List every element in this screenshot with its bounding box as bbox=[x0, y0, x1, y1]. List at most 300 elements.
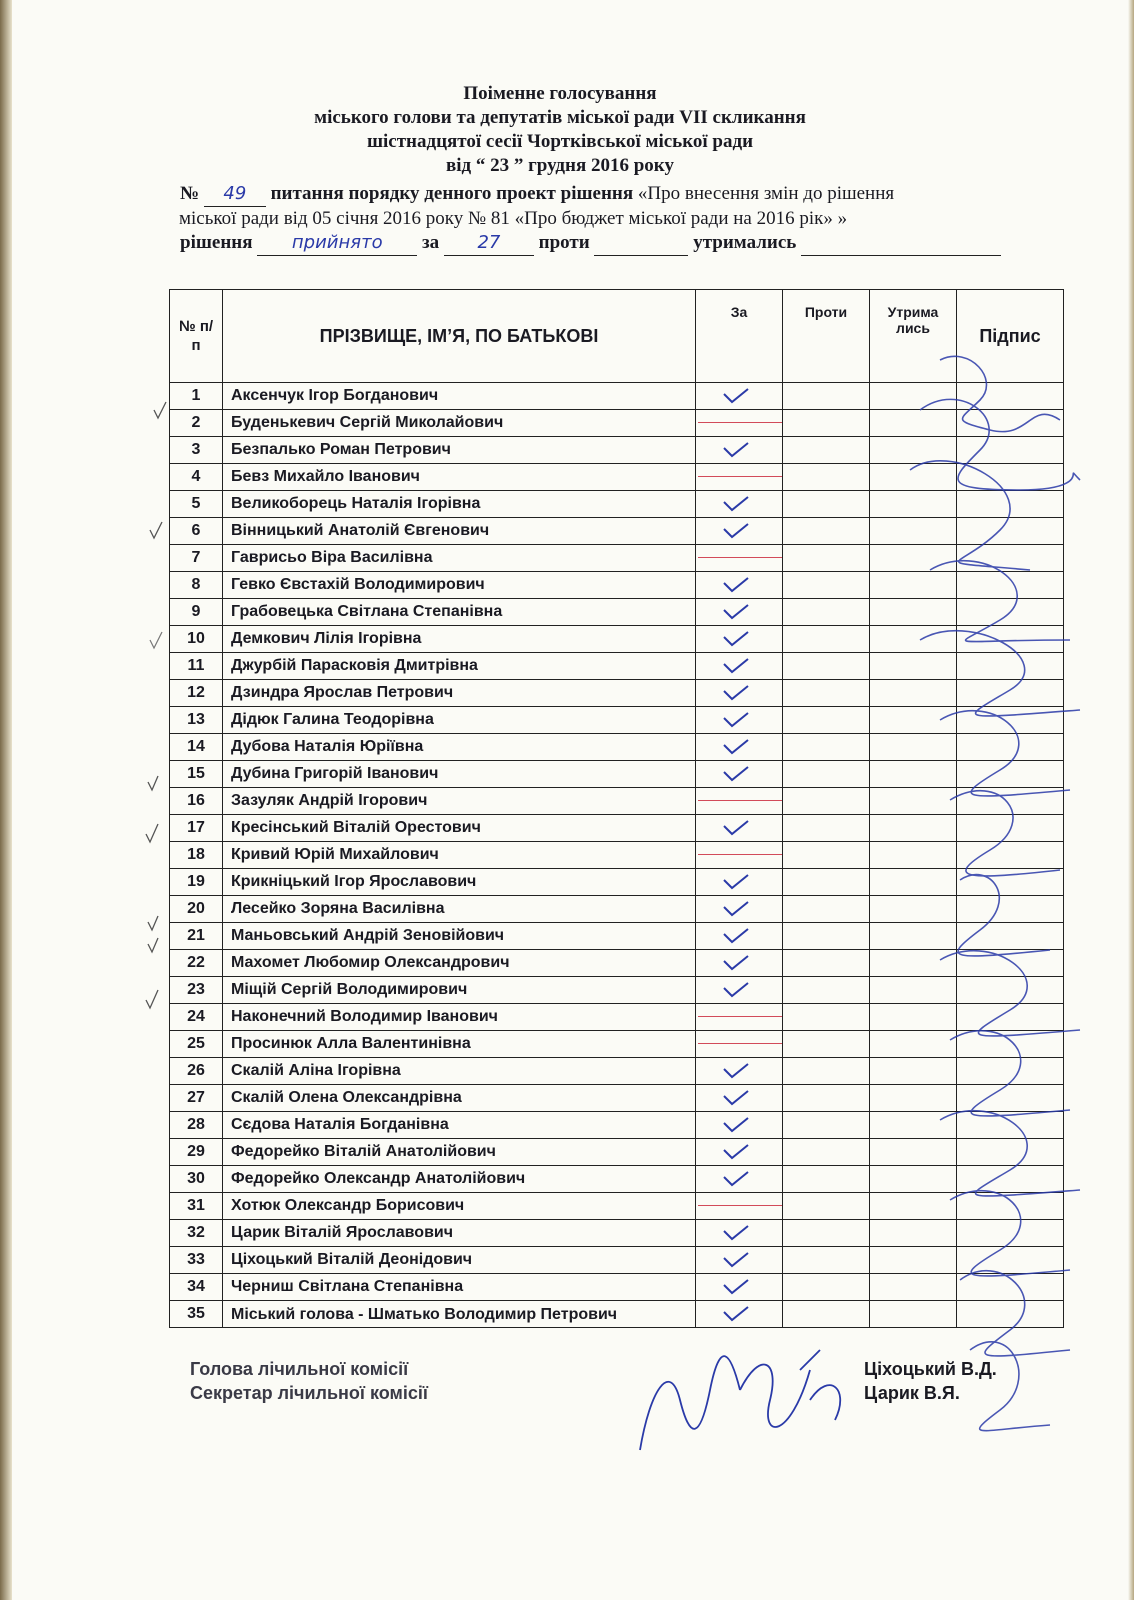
row-number: 21 bbox=[170, 923, 223, 950]
row-abstain-cell bbox=[870, 869, 957, 896]
row-name: Гаврисьо Віра Василівна bbox=[223, 545, 696, 572]
table-row bbox=[170, 1274, 1064, 1301]
row-abstain-cell bbox=[870, 788, 957, 815]
row-number: 8 bbox=[170, 572, 223, 599]
row-signature-cell bbox=[957, 1112, 1064, 1139]
row-for-cell bbox=[696, 707, 783, 734]
checkmark-icon bbox=[722, 683, 750, 703]
title-line-1: Поіменне голосування bbox=[463, 83, 657, 104]
table-row bbox=[170, 761, 1064, 788]
row-number: 20 bbox=[170, 896, 223, 923]
row-for-cell bbox=[696, 599, 783, 626]
header-num: № п/п bbox=[170, 290, 223, 383]
row-for-cell bbox=[696, 626, 783, 653]
header-abstain: Утрима лись bbox=[870, 290, 957, 383]
question-line-3 bbox=[180, 231, 1080, 256]
row-signature-cell bbox=[957, 896, 1064, 923]
row-for-cell bbox=[696, 1139, 783, 1166]
question-line-1 bbox=[180, 182, 1080, 207]
row-number: 29 bbox=[170, 1139, 223, 1166]
row-for-cell bbox=[696, 950, 783, 977]
checkmark-icon bbox=[722, 1223, 750, 1243]
row-signature-cell bbox=[957, 734, 1064, 761]
row-name: Буденькевич Сергій Миколайович bbox=[223, 410, 696, 437]
row-abstain-cell bbox=[870, 1004, 957, 1031]
row-number: 1 bbox=[170, 383, 223, 410]
row-against-cell bbox=[783, 599, 870, 626]
checkmark-icon bbox=[722, 899, 750, 919]
checkmark-icon bbox=[722, 1250, 750, 1270]
row-abstain-cell bbox=[870, 545, 957, 572]
row-against-cell bbox=[783, 437, 870, 464]
row-signature-cell bbox=[957, 545, 1064, 572]
decision-value: прийнято bbox=[291, 232, 383, 253]
row-signature-cell bbox=[957, 1058, 1064, 1085]
row-number: 19 bbox=[170, 869, 223, 896]
row-name: Гевко Євстахій Володимирович bbox=[223, 572, 696, 599]
table-row bbox=[170, 464, 1064, 491]
row-number: 17 bbox=[170, 815, 223, 842]
decision-field bbox=[257, 231, 417, 256]
row-for-cell bbox=[696, 653, 783, 680]
table-row bbox=[170, 896, 1064, 923]
row-name: Сєдова Наталія Богданівна bbox=[223, 1112, 696, 1139]
table-row bbox=[170, 491, 1064, 518]
table-row bbox=[170, 788, 1064, 815]
row-for-cell bbox=[696, 410, 783, 437]
header-signature: Підпис bbox=[957, 290, 1064, 383]
row-number: 18 bbox=[170, 842, 223, 869]
row-for-cell bbox=[696, 842, 783, 869]
row-name: Хотюк Олександр Борисович bbox=[223, 1193, 696, 1220]
row-name: Ціхоцький Віталій Деонідович bbox=[223, 1247, 696, 1274]
row-number: 28 bbox=[170, 1112, 223, 1139]
row-against-cell bbox=[783, 761, 870, 788]
row-name: Дубина Григорій Іванович bbox=[223, 761, 696, 788]
row-name: Скалій Олена Олександрівна bbox=[223, 1085, 696, 1112]
row-for-cell bbox=[696, 1220, 783, 1247]
row-number: 6 bbox=[170, 518, 223, 545]
row-abstain-cell bbox=[870, 842, 957, 869]
row-signature-cell bbox=[957, 1004, 1064, 1031]
row-for-cell bbox=[696, 1085, 783, 1112]
row-abstain-cell bbox=[870, 1220, 957, 1247]
checkmark-icon bbox=[722, 1115, 750, 1135]
row-signature-cell bbox=[957, 788, 1064, 815]
row-name: Міщій Сергій Володимирович bbox=[223, 977, 696, 1004]
chair-label: Голова лічильної комісії bbox=[190, 1359, 409, 1379]
row-abstain-cell bbox=[870, 464, 957, 491]
table-row bbox=[170, 626, 1064, 653]
row-signature-cell bbox=[957, 1031, 1064, 1058]
table-row bbox=[170, 1193, 1064, 1220]
row-for-cell bbox=[696, 1112, 783, 1139]
row-number: 31 bbox=[170, 1193, 223, 1220]
table-header-row bbox=[170, 290, 1064, 383]
checkmark-icon bbox=[722, 1061, 750, 1081]
row-abstain-cell bbox=[870, 680, 957, 707]
row-for-cell bbox=[696, 464, 783, 491]
row-name: Скалій Аліна Ігорівна bbox=[223, 1058, 696, 1085]
row-name: Лесейко Зоряна Василівна bbox=[223, 896, 696, 923]
table-row bbox=[170, 1166, 1064, 1193]
row-name: Демкович Лілія Ігорівна bbox=[223, 626, 696, 653]
table-row bbox=[170, 437, 1064, 464]
row-abstain-cell bbox=[870, 896, 957, 923]
row-against-cell bbox=[783, 680, 870, 707]
row-against-cell bbox=[783, 1301, 870, 1328]
row-abstain-cell bbox=[870, 761, 957, 788]
checkmark-icon bbox=[722, 440, 750, 460]
checkmark-icon bbox=[722, 872, 750, 892]
table-row bbox=[170, 869, 1064, 896]
row-for-cell bbox=[696, 1166, 783, 1193]
checkmark-icon bbox=[722, 494, 750, 514]
row-number: 35 bbox=[170, 1301, 223, 1328]
row-number: 30 bbox=[170, 1166, 223, 1193]
row-signature-cell bbox=[957, 518, 1064, 545]
checkmark-icon bbox=[722, 629, 750, 649]
row-signature-cell bbox=[957, 815, 1064, 842]
row-abstain-cell bbox=[870, 383, 957, 410]
row-for-cell bbox=[696, 977, 783, 1004]
row-signature-cell bbox=[957, 869, 1064, 896]
row-name: Дзиндра Ярослав Петрович bbox=[223, 680, 696, 707]
row-signature-cell bbox=[957, 491, 1064, 518]
checkmark-icon bbox=[722, 926, 750, 946]
row-for-cell bbox=[696, 734, 783, 761]
row-name: Аксенчук Ігор Богданович bbox=[223, 383, 696, 410]
row-name: Наконечний Володимир Іванович bbox=[223, 1004, 696, 1031]
row-against-cell bbox=[783, 1247, 870, 1274]
for-count-value: 27 bbox=[477, 232, 501, 253]
row-against-cell bbox=[783, 1220, 870, 1247]
checkmark-icon bbox=[722, 1142, 750, 1162]
row-number: 3 bbox=[170, 437, 223, 464]
row-abstain-cell bbox=[870, 815, 957, 842]
row-name: Федорейко Олександр Анатолійович bbox=[223, 1166, 696, 1193]
title-line-2: міського голови та депутатів міської ради VII скликання bbox=[314, 107, 806, 128]
row-signature-cell bbox=[957, 572, 1064, 599]
row-abstain-cell bbox=[870, 977, 957, 1004]
row-for-cell bbox=[696, 1301, 783, 1328]
row-number: 14 bbox=[170, 734, 223, 761]
row-abstain-cell bbox=[870, 950, 957, 977]
for-count-field bbox=[444, 231, 534, 256]
title-line-3: шістнадцятої сесії Чортківської міської ради bbox=[366, 131, 754, 152]
row-against-cell bbox=[783, 1085, 870, 1112]
table-row bbox=[170, 1058, 1064, 1085]
row-signature-cell bbox=[957, 653, 1064, 680]
scan-edge-left bbox=[0, 0, 12, 1600]
row-for-cell bbox=[696, 518, 783, 545]
row-name: Дідюк Галина Теодорівна bbox=[223, 707, 696, 734]
row-for-cell bbox=[696, 572, 783, 599]
row-for-cell bbox=[696, 491, 783, 518]
question-block bbox=[180, 182, 1080, 256]
checkmark-icon bbox=[722, 386, 750, 406]
absent-strike-line bbox=[698, 476, 783, 477]
row-name: Зазуляк Андрій Ігорович bbox=[223, 788, 696, 815]
row-number: 11 bbox=[170, 653, 223, 680]
row-abstain-cell bbox=[870, 1031, 957, 1058]
row-number: 27 bbox=[170, 1085, 223, 1112]
against-label: проти bbox=[538, 232, 590, 253]
row-number: 9 bbox=[170, 599, 223, 626]
row-signature-cell bbox=[957, 707, 1064, 734]
row-number: 2 bbox=[170, 410, 223, 437]
table-row bbox=[170, 383, 1064, 410]
row-for-cell bbox=[696, 1247, 783, 1274]
row-against-cell bbox=[783, 734, 870, 761]
row-number: 10 bbox=[170, 626, 223, 653]
row-abstain-cell bbox=[870, 599, 957, 626]
scan-edge-right bbox=[1128, 0, 1134, 1600]
row-name: Махомет Любомир Олександрович bbox=[223, 950, 696, 977]
row-for-cell bbox=[696, 815, 783, 842]
row-signature-cell bbox=[957, 1139, 1064, 1166]
row-against-cell bbox=[783, 1112, 870, 1139]
question-line-2: міської ради від 05 січня 2016 року № 81 «Про бюджет міської ради на 2016 рік» » bbox=[179, 208, 848, 229]
row-signature-cell bbox=[957, 1220, 1064, 1247]
chair-name: Ціхоцький В.Д. bbox=[864, 1359, 997, 1379]
row-name: Просинюк Алла Валентинівна bbox=[223, 1031, 696, 1058]
row-for-cell bbox=[696, 545, 783, 572]
checkmark-icon bbox=[722, 710, 750, 730]
abstain-label: утримались bbox=[693, 232, 797, 253]
table-row bbox=[170, 1247, 1064, 1274]
row-against-cell bbox=[783, 1139, 870, 1166]
row-signature-cell bbox=[957, 1166, 1064, 1193]
table-row bbox=[170, 599, 1064, 626]
row-abstain-cell bbox=[870, 626, 957, 653]
row-against-cell bbox=[783, 572, 870, 599]
row-abstain-cell bbox=[870, 1247, 957, 1274]
absent-strike-line bbox=[698, 1016, 783, 1017]
table-row bbox=[170, 545, 1064, 572]
row-against-cell bbox=[783, 788, 870, 815]
row-number: 26 bbox=[170, 1058, 223, 1085]
row-abstain-cell bbox=[870, 1139, 957, 1166]
row-against-cell bbox=[783, 518, 870, 545]
row-abstain-cell bbox=[870, 923, 957, 950]
row-number: 5 bbox=[170, 491, 223, 518]
absent-strike-line bbox=[698, 800, 783, 801]
table-row bbox=[170, 707, 1064, 734]
row-for-cell bbox=[696, 923, 783, 950]
question-number-field bbox=[204, 182, 266, 207]
table-row bbox=[170, 1004, 1064, 1031]
row-number: 4 bbox=[170, 464, 223, 491]
issue-label: питання порядку денного проект рішення bbox=[270, 183, 634, 204]
table-row bbox=[170, 1031, 1064, 1058]
row-for-cell bbox=[696, 383, 783, 410]
row-abstain-cell bbox=[870, 734, 957, 761]
row-abstain-cell bbox=[870, 1112, 957, 1139]
row-name: Царик Віталій Ярославович bbox=[223, 1220, 696, 1247]
row-against-cell bbox=[783, 869, 870, 896]
row-name: Кривий Юрій Михайлович bbox=[223, 842, 696, 869]
row-against-cell bbox=[783, 977, 870, 1004]
row-name: Бевз Михайло Іванович bbox=[223, 464, 696, 491]
checkmark-icon bbox=[722, 521, 750, 541]
question-number-label: № bbox=[180, 183, 200, 204]
row-signature-cell bbox=[957, 464, 1064, 491]
checkmark-icon bbox=[722, 575, 750, 595]
absent-strike-line bbox=[698, 1205, 783, 1206]
table-row bbox=[170, 1301, 1064, 1328]
row-signature-cell bbox=[957, 950, 1064, 977]
row-number: 32 bbox=[170, 1220, 223, 1247]
row-signature-cell bbox=[957, 842, 1064, 869]
row-abstain-cell bbox=[870, 410, 957, 437]
row-number: 23 bbox=[170, 977, 223, 1004]
row-signature-cell bbox=[957, 680, 1064, 707]
row-signature-cell bbox=[957, 1301, 1064, 1328]
row-name: Джурбій Парасковія Дмитрівна bbox=[223, 653, 696, 680]
row-against-cell bbox=[783, 653, 870, 680]
table-row bbox=[170, 815, 1064, 842]
row-against-cell bbox=[783, 491, 870, 518]
header-name: ПРІЗВИЩЕ, ІМ’Я, ПО БАТЬКОВІ bbox=[223, 290, 696, 383]
row-against-cell bbox=[783, 626, 870, 653]
table-row bbox=[170, 572, 1064, 599]
footer-names bbox=[864, 1357, 997, 1405]
row-number: 13 bbox=[170, 707, 223, 734]
row-abstain-cell bbox=[870, 572, 957, 599]
checkmark-icon bbox=[722, 953, 750, 973]
row-against-cell bbox=[783, 815, 870, 842]
row-against-cell bbox=[783, 545, 870, 572]
row-abstain-cell bbox=[870, 707, 957, 734]
table-body bbox=[170, 383, 1064, 1328]
row-against-cell bbox=[783, 842, 870, 869]
header-against: Проти bbox=[783, 290, 870, 383]
row-for-cell bbox=[696, 1193, 783, 1220]
table-row bbox=[170, 842, 1064, 869]
question-number-value: 49 bbox=[223, 183, 247, 204]
table-row bbox=[170, 1139, 1064, 1166]
absent-strike-line bbox=[698, 422, 783, 423]
row-signature-cell bbox=[957, 923, 1064, 950]
secretary-label: Секретар лічильної комісії bbox=[190, 1383, 428, 1403]
table-row bbox=[170, 1112, 1064, 1139]
document-title bbox=[150, 82, 970, 178]
row-name: Грабовецька Світлана Степанівна bbox=[223, 599, 696, 626]
row-signature-cell bbox=[957, 1247, 1064, 1274]
row-number: 12 bbox=[170, 680, 223, 707]
row-name: Кресінський Віталій Орестович bbox=[223, 815, 696, 842]
row-against-cell bbox=[783, 464, 870, 491]
abstain-count-field bbox=[801, 231, 1001, 256]
row-signature-cell bbox=[957, 1085, 1064, 1112]
table-row bbox=[170, 410, 1064, 437]
row-abstain-cell bbox=[870, 437, 957, 464]
row-for-cell bbox=[696, 896, 783, 923]
row-for-cell bbox=[696, 680, 783, 707]
row-abstain-cell bbox=[870, 653, 957, 680]
absent-strike-line bbox=[698, 1043, 783, 1044]
row-number: 15 bbox=[170, 761, 223, 788]
row-abstain-cell bbox=[870, 1193, 957, 1220]
header-for: За bbox=[696, 290, 783, 383]
row-name: Дубова Наталія Юріївна bbox=[223, 734, 696, 761]
checkmark-icon bbox=[722, 1277, 750, 1297]
row-signature-cell bbox=[957, 383, 1064, 410]
row-signature-cell bbox=[957, 977, 1064, 1004]
row-name: Крикніцький Ігор Ярославович bbox=[223, 869, 696, 896]
checkmark-icon bbox=[722, 737, 750, 757]
row-number: 34 bbox=[170, 1274, 223, 1301]
row-for-cell bbox=[696, 437, 783, 464]
decision-label: рішення bbox=[180, 232, 253, 253]
against-count-field bbox=[594, 231, 688, 256]
row-against-cell bbox=[783, 1058, 870, 1085]
row-name: Черниш Світлана Степанівна bbox=[223, 1274, 696, 1301]
row-signature-cell bbox=[957, 437, 1064, 464]
secretary-name: Царик В.Я. bbox=[864, 1383, 960, 1403]
row-signature-cell bbox=[957, 599, 1064, 626]
row-abstain-cell bbox=[870, 1085, 957, 1112]
absent-strike-line bbox=[698, 557, 783, 558]
checkmark-icon bbox=[722, 980, 750, 1000]
row-name: Федорейко Віталій Анатолійович bbox=[223, 1139, 696, 1166]
table-row bbox=[170, 734, 1064, 761]
row-name: Вінницький Анатолій Євгенович bbox=[223, 518, 696, 545]
row-name: Маньовський Андрій Зеновійович bbox=[223, 923, 696, 950]
table-row bbox=[170, 1220, 1064, 1247]
roll-call-table bbox=[169, 289, 1064, 1328]
row-number: 16 bbox=[170, 788, 223, 815]
row-against-cell bbox=[783, 1166, 870, 1193]
row-abstain-cell bbox=[870, 518, 957, 545]
for-label: за bbox=[422, 232, 440, 253]
row-name: Міський голова - Шматько Володимир Петрович bbox=[223, 1301, 696, 1328]
row-number: 25 bbox=[170, 1031, 223, 1058]
checkmark-icon bbox=[722, 1304, 750, 1324]
row-name: Великоборець Наталія Ігорівна bbox=[223, 491, 696, 518]
checkmark-icon bbox=[722, 818, 750, 838]
row-signature-cell bbox=[957, 761, 1064, 788]
issue-text: «Про внесення змін до рішення bbox=[637, 183, 895, 204]
commission-signatures bbox=[620, 1330, 860, 1470]
footer-labels bbox=[190, 1357, 428, 1405]
row-abstain-cell bbox=[870, 1058, 957, 1085]
table-row bbox=[170, 680, 1064, 707]
row-number: 22 bbox=[170, 950, 223, 977]
checkmark-icon bbox=[722, 656, 750, 676]
row-for-cell bbox=[696, 1004, 783, 1031]
row-for-cell bbox=[696, 788, 783, 815]
row-against-cell bbox=[783, 950, 870, 977]
row-number: 7 bbox=[170, 545, 223, 572]
row-abstain-cell bbox=[870, 491, 957, 518]
row-number: 33 bbox=[170, 1247, 223, 1274]
row-for-cell bbox=[696, 761, 783, 788]
table-row bbox=[170, 518, 1064, 545]
table-row bbox=[170, 950, 1064, 977]
row-signature-cell bbox=[957, 1193, 1064, 1220]
row-against-cell bbox=[783, 1274, 870, 1301]
table-row bbox=[170, 977, 1064, 1004]
checkmark-icon bbox=[722, 1169, 750, 1189]
row-abstain-cell bbox=[870, 1301, 957, 1328]
row-against-cell bbox=[783, 896, 870, 923]
checkmark-icon bbox=[722, 602, 750, 622]
row-signature-cell bbox=[957, 626, 1064, 653]
table-row bbox=[170, 1085, 1064, 1112]
row-signature-cell bbox=[957, 410, 1064, 437]
